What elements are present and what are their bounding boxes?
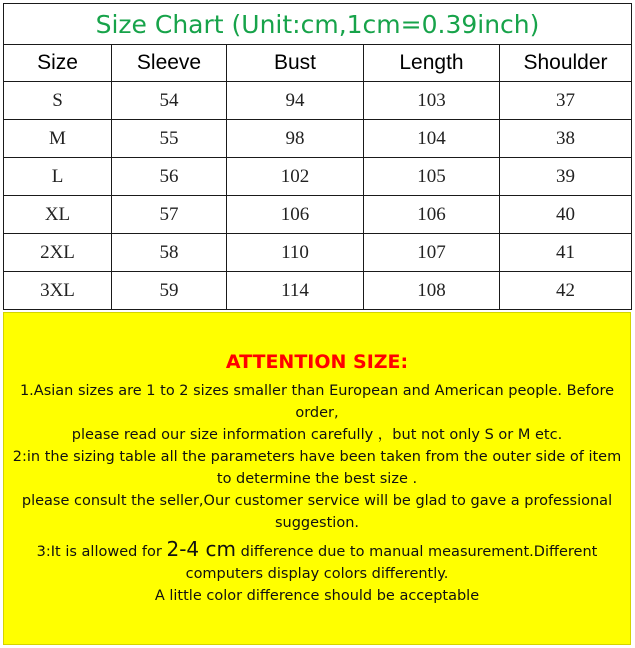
header-bust: Bust (227, 45, 364, 82)
cell-sleeve: 59 (112, 272, 227, 310)
attention-line: 1.Asian sizes are 1 to 2 sizes smaller than European and American people. Before order, (19, 383, 615, 421)
cell-size: L (4, 158, 112, 196)
attention-line-prefix: 3:It is allowed for (36, 544, 167, 560)
cell-shoulder: 42 (500, 272, 632, 310)
table-row (4, 82, 632, 120)
attention-line (12, 538, 622, 585)
table-row (4, 234, 632, 272)
size-chart-header-row (4, 45, 632, 82)
cell-length: 107 (364, 234, 500, 272)
cell-bust: 98 (227, 120, 364, 158)
cell-length: 108 (364, 272, 500, 310)
size-chart-table (3, 3, 632, 310)
table-row (4, 196, 632, 234)
cell-size: XL (4, 196, 112, 234)
attention-line: please consult the seller,Our customer service will be glad to gave a professional suggestion. (21, 493, 613, 531)
header-length: Length (364, 45, 500, 82)
cell-shoulder: 40 (500, 196, 632, 234)
cell-sleeve: 56 (112, 158, 227, 196)
table-row (4, 272, 632, 310)
attention-panel (3, 312, 631, 645)
cell-shoulder: 41 (500, 234, 632, 272)
cell-shoulder: 37 (500, 82, 632, 120)
attention-title: ATTENTION SIZE: (225, 351, 409, 373)
cell-sleeve: 57 (112, 196, 227, 234)
cell-length: 103 (364, 82, 500, 120)
attention-line: please read our size information carefully ，but not only S or M etc. (71, 427, 563, 443)
cell-bust: 110 (227, 234, 364, 272)
cell-bust: 102 (227, 158, 364, 196)
size-chart-title: Size Chart (Unit:cm,1cm=0.39inch) (4, 4, 632, 45)
cell-size: 3XL (4, 272, 112, 310)
header-shoulder: Shoulder (500, 45, 632, 82)
cell-bust: 114 (227, 272, 364, 310)
header-sleeve: Sleeve (112, 45, 227, 82)
cell-size: S (4, 82, 112, 120)
cell-bust: 106 (227, 196, 364, 234)
header-size: Size (4, 45, 112, 82)
cell-size: 2XL (4, 234, 112, 272)
cell-shoulder: 38 (500, 120, 632, 158)
cell-length: 106 (364, 196, 500, 234)
cell-sleeve: 54 (112, 82, 227, 120)
attention-line-suffix: difference due to manual measurement.Different computers display colors differently. (185, 544, 598, 582)
cell-sleeve: 58 (112, 234, 227, 272)
tolerance-highlight: 2-4 cm (166, 537, 236, 561)
attention-line: 2:in the sizing table all the parameters have been taken from the outer side of item to determine the best size . (12, 449, 622, 487)
cell-length: 104 (364, 120, 500, 158)
attention-line: A little color difference should be acceptable (154, 588, 480, 604)
cell-sleeve: 55 (112, 120, 227, 158)
attention-body (12, 380, 622, 607)
cell-bust: 94 (227, 82, 364, 120)
table-row (4, 158, 632, 196)
cell-shoulder: 39 (500, 158, 632, 196)
table-row (4, 120, 632, 158)
cell-size: M (4, 120, 112, 158)
cell-length: 105 (364, 158, 500, 196)
